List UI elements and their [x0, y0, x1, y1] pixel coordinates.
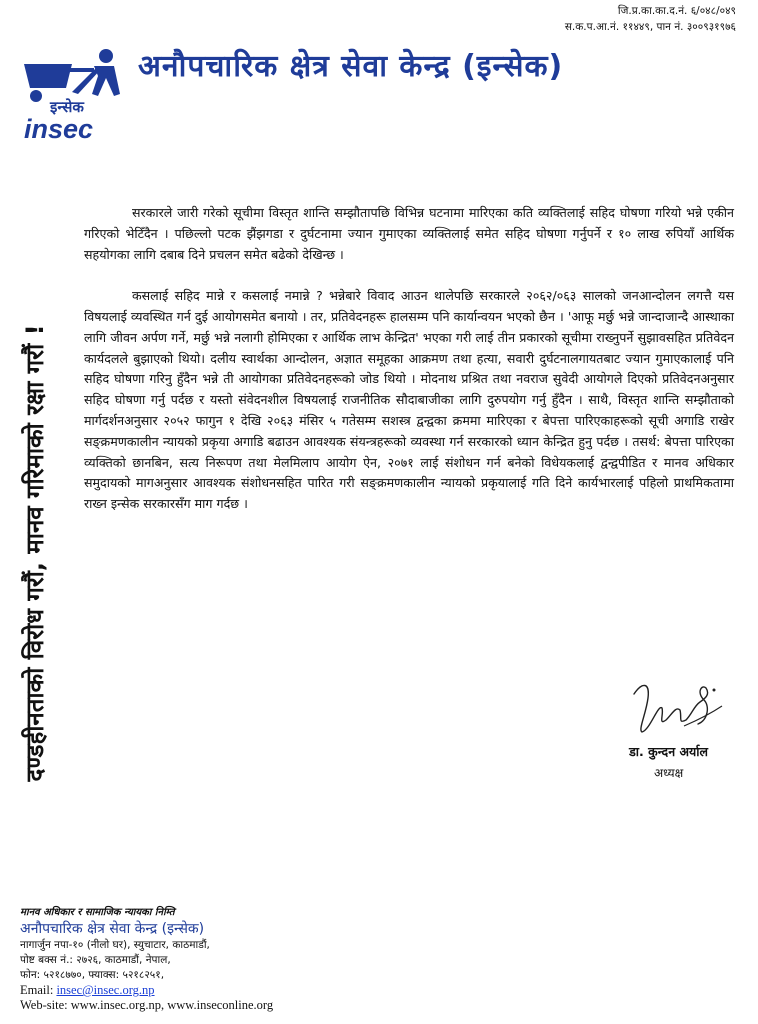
footer-website[interactable]: Web-site: www.insec.org.np, www.inseconline.org — [20, 998, 274, 1012]
body-paragraph: सरकारले जारी गरेको सूचीमा विस्तृत शान्ति सम्झौतापछि विभिन्न घटनामा मारिएका कति व्यक्तिलाई सहिद घोषणा गरियो भन्ने एकीन गरिएको भेटिँदैन । पछिल्लो पटक झैंझगडा र दुर्घटनामा ज्यान गुमाएका व्यक्तिलाई समेत सहिद घोषणा गर्नुपर्ने र १० लाख रुपियाँ आर्थिक सहयोगका लागि दबाब दिने प्रचलन समेत बढेको देखिन्छ । — [84, 205, 734, 262]
footer-email-line — [20, 983, 273, 998]
worker-cart-icon — [24, 49, 120, 102]
letter-body — [84, 203, 734, 536]
letterhead-footer — [20, 905, 273, 1013]
footer-pobox: पोष्ट बक्स नं.: २७२६, काठमाडौं, नेपाल, — [20, 954, 171, 966]
vertical-slogan: दण्डहीनताको विरोध गरौं, मानव गरिमाको रक्षा गरौं ! — [21, 324, 49, 782]
signatory-name: डा. कुन्दन अर्याल — [629, 744, 708, 759]
logo-text-latin: insec — [24, 114, 94, 142]
footer-phone: फोन: ५२१८७७०, फ्याक्स: ५२१८२५१, — [20, 969, 165, 981]
registration-number-secondary: स.क.प.आ.नं. ११४४९, पान नं. ३००९३१९७६ — [564, 21, 736, 33]
footer-org-name: अनौपचारिक क्षेत्र सेवा केन्द्र (इन्सेक) — [20, 921, 205, 937]
organization-title: अनौपचारिक क्षेत्र सेवा केन्द्र (इन्सेक) — [138, 49, 564, 84]
insec-logo — [18, 42, 128, 142]
registration-number: जि.प्र.का.का.द.नं. ६/०४८/०४९ — [617, 5, 736, 17]
footer-email-link[interactable]: insec@insec.org.np — [56, 983, 155, 997]
footer-email-label: Email: — [20, 983, 57, 997]
signatory-title: अध्यक्ष — [654, 766, 684, 780]
logo-text-devanagari: इन्सेक — [50, 98, 84, 116]
body-paragraph: कसलाई सहिद मान्ने र कसलाई नमान्ने ? भन्नेबारे विवाद आउन थालेपछि सरकारले २०६२/०६३ सालको जनआन्दोलन लगत्तै यस विषयलाई व्यवस्थित गर्न दुई आयोगसमेत बनायो । तर, प्रतिवेदनहरू हालसम्म पनि कार्यान्वयन भएको छैन । 'आफू मर्छु भन्ने जान्दाजान्दै आस्थाका लागि जीवन अर्पण गर्ने, मर्छु भन्ने नलागी होमिएका र आर्थिक लाभ केन्द्रित' भएका गरी लाई तीन प्रकारको सूचीमा राख्नुपर्ने सुझावसहित प्रतिवेदन कार्यदलले बुझाएको थियो। दलीय स्वार्थका आन्दोलन, अज्ञात समूहका आक्रमण तथा हत्या, सवारी दुर्घटनालगायतबाट ज्यान गुमाएकालाई पनि सहिद घोषणा गरिनु हुँदैन भन्ने ती आयोगका प्रतिवेदनहरूको जोड थियो । मोदनाथ प्रश्रित तथा नवराज सुवेदी आयोगले दिएको प्रतिवेदनअनुसार सहिद घोषणा गर्नु पर्दछ र यस्तो संवेदनशील विषयलाई राजनीतिक सौदाबाजीका लागि दुरुपयोग गर्नु हुँदैन । साथै, विस्तृत शान्ति सम्झौताको मार्गदर्शनअनुसार २०५२ फागुन १ देखि २०६३ मंसिर ५ गतेसम्म सशस्त्र द्वन्द्वका क्रममा मारिएका र बेपत्ता पारिएकाहरूको सूची अगाडि राखेर सङ्क्रमणकालीन न्यायको प्रकृया अगाडि बढाउन आवश्यक संयन्त्रहरूको व्यवस्था गर्न सरकारको ध्यान केन्द्रित हुनु पर्दछ । तसर्थ: बेपत्ता पारिएका व्यक्तिको छानबिन, सत्य निरूपण तथा मेलमिलाप आयोग ऐन, २०७१ लाई संशोधन गर्न बनेको विधेयकलाई द्वन्द्वपीडित र मानव अधिकार समुदायको मागअनुसार आवश्यक संशोधनसहित पारित गरी सङ्क्रमणकालीन न्यायको प्रकृयालाई गति दिने कार्यभारलाई पहिलो प्राथमिकतामा राख्न इन्सेक सरकारसँग माग गर्दछ । — [84, 288, 734, 512]
footer-motto: मानव अधिकार र सामाजिक न्यायका निम्ति — [20, 907, 175, 918]
footer-address: नागार्जुन नपा-१० (नीलो घर), स्युचाटार, काठमाडौं, — [20, 939, 210, 951]
signature — [628, 680, 724, 738]
